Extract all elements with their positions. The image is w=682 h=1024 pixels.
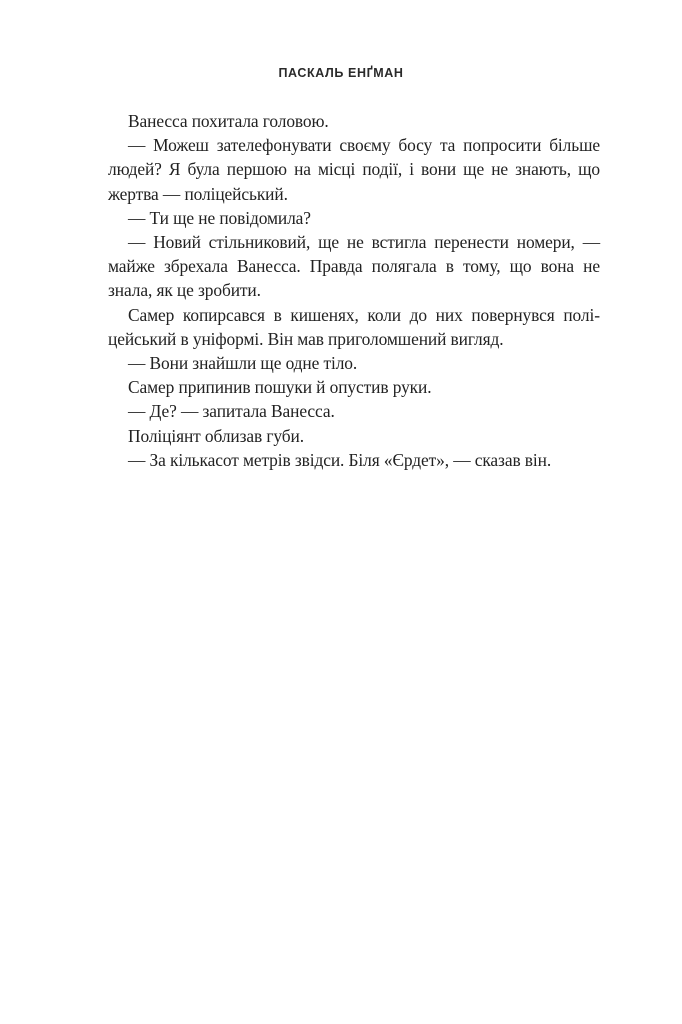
paragraph: Самер копирсався в кишенях, коли до них повернувся поліцейський в уніформі. Він мав приголомшений вигляд. xyxy=(108,304,600,349)
paragraph: — Новий стільниковий, ще не встигла перенести номери, — майже збрехала Ванесса. Правда полягала в тому, що вона не знала, як це зробити. xyxy=(108,232,600,301)
paragraph: — Вони знайшли ще одне тіло. xyxy=(128,353,358,374)
paragraph: — Де? — запитала Ванесса. xyxy=(128,401,335,422)
paragraph: — Ти ще не повідомила? xyxy=(128,207,311,228)
body-text xyxy=(108,109,600,472)
paragraph: Самер припинив пошуки й опустив руки. xyxy=(128,377,432,398)
paragraph: — За кількасот метрів звідси. Біля «Єрдет», — сказав він. xyxy=(128,449,552,470)
running-head: ПАСКАЛЬ ЕНҐМАН xyxy=(278,66,404,80)
paragraph: Ванесса похитала головою. xyxy=(128,111,329,131)
paragraph: — Можеш зателефонувати своєму босу та попросити більше людей? Я була першою на місці події, і вони ще не знають, що жертва — поліцейський. xyxy=(108,135,600,204)
paragraph: Поліціянт облизав губи. xyxy=(128,425,304,446)
